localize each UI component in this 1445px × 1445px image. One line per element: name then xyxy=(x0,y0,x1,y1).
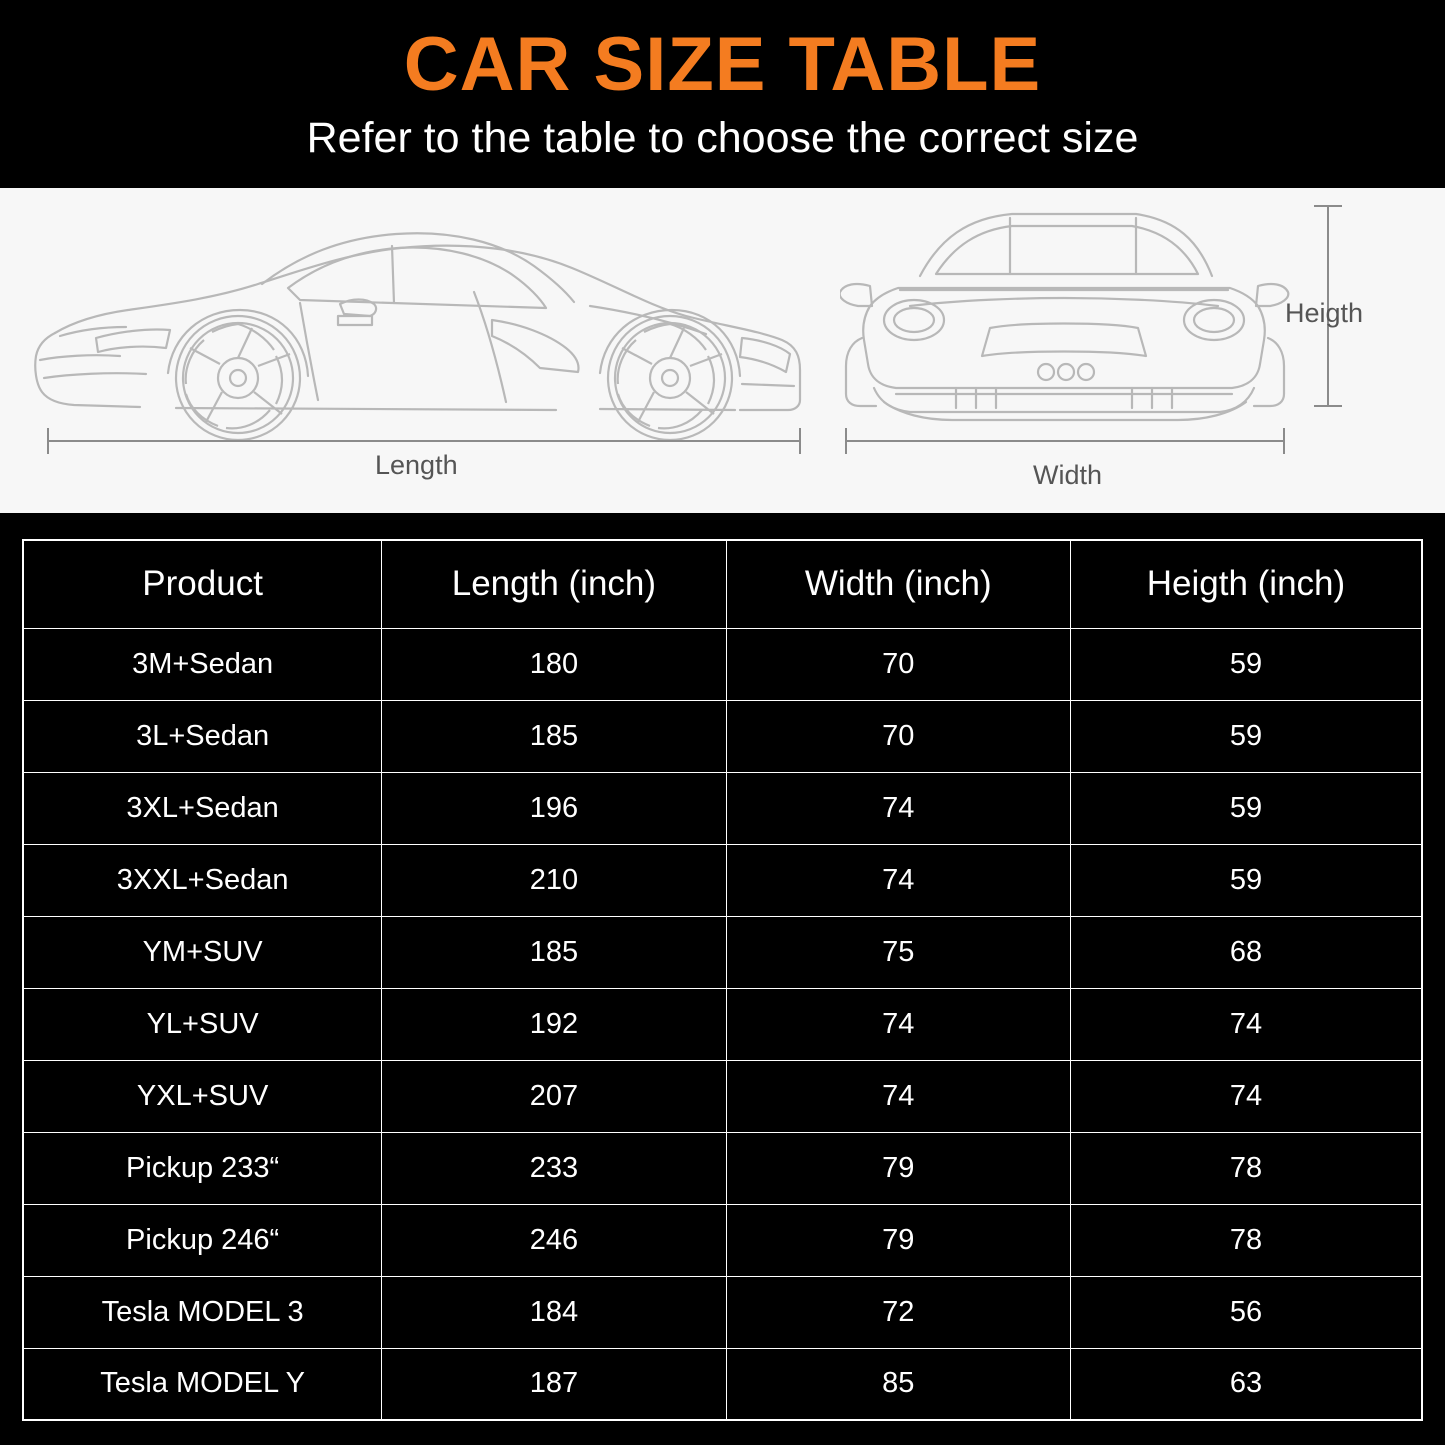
cell-length: 246 xyxy=(382,1204,726,1276)
table-body xyxy=(23,628,1422,1420)
cell-length: 185 xyxy=(382,916,726,988)
cell-heigth: 59 xyxy=(1070,628,1422,700)
table-row xyxy=(23,700,1422,772)
table-row xyxy=(23,1060,1422,1132)
height-dimension-label: Heigth xyxy=(1285,298,1364,328)
cell-length: 185 xyxy=(382,700,726,772)
cell-heigth: 56 xyxy=(1070,1276,1422,1348)
illustration-band xyxy=(0,188,1445,513)
cell-product: 3L+Sedan xyxy=(23,700,382,772)
column-header-heigth: Heigth (inch) xyxy=(1070,540,1422,628)
cell-heigth: 78 xyxy=(1070,1132,1422,1204)
cell-product: 3XXL+Sedan xyxy=(23,844,382,916)
column-header-width: Width (inch) xyxy=(726,540,1070,628)
cell-length: 196 xyxy=(382,772,726,844)
table-row xyxy=(23,844,1422,916)
cell-width: 79 xyxy=(726,1204,1070,1276)
cell-length: 210 xyxy=(382,844,726,916)
column-header-product: Product xyxy=(23,540,382,628)
table-row xyxy=(23,1348,1422,1420)
cell-length: 207 xyxy=(382,1060,726,1132)
size-table-container xyxy=(0,513,1445,1445)
length-dimension-label: Length xyxy=(375,450,458,480)
cell-product: Tesla MODEL Y xyxy=(23,1348,382,1420)
table-row xyxy=(23,916,1422,988)
cell-product: Tesla MODEL 3 xyxy=(23,1276,382,1348)
cell-width: 70 xyxy=(726,700,1070,772)
side-view-panel xyxy=(0,188,840,513)
cell-heigth: 74 xyxy=(1070,988,1422,1060)
cell-heigth: 59 xyxy=(1070,700,1422,772)
table-row xyxy=(23,772,1422,844)
column-header-length: Length (inch) xyxy=(382,540,726,628)
table-row xyxy=(23,1132,1422,1204)
cell-heigth: 78 xyxy=(1070,1204,1422,1276)
cell-heigth: 74 xyxy=(1070,1060,1422,1132)
cell-product: 3M+Sedan xyxy=(23,628,382,700)
table-row xyxy=(23,1276,1422,1348)
cell-product: YL+SUV xyxy=(23,988,382,1060)
cell-length: 184 xyxy=(382,1276,726,1348)
cell-width: 72 xyxy=(726,1276,1070,1348)
cell-width: 79 xyxy=(726,1132,1070,1204)
cell-width: 75 xyxy=(726,916,1070,988)
cell-length: 187 xyxy=(382,1348,726,1420)
cell-product: Pickup 246“ xyxy=(23,1204,382,1276)
cell-product: YM+SUV xyxy=(23,916,382,988)
cell-heigth: 63 xyxy=(1070,1348,1422,1420)
cell-product: Pickup 233“ xyxy=(23,1132,382,1204)
cell-length: 192 xyxy=(382,988,726,1060)
cell-width: 74 xyxy=(726,844,1070,916)
width-dimension-label: Width xyxy=(1033,460,1103,490)
cell-heigth: 59 xyxy=(1070,772,1422,844)
cell-width: 74 xyxy=(726,772,1070,844)
cell-product: 3XL+Sedan xyxy=(23,772,382,844)
header xyxy=(0,0,1445,188)
cell-length: 180 xyxy=(382,628,726,700)
cell-length: 233 xyxy=(382,1132,726,1204)
size-table xyxy=(22,539,1423,1421)
page-subtitle: Refer to the table to choose the correct size xyxy=(306,114,1139,162)
front-view-panel xyxy=(840,188,1445,513)
table-row xyxy=(23,1204,1422,1276)
cell-width: 74 xyxy=(726,988,1070,1060)
cell-heigth: 59 xyxy=(1070,844,1422,916)
cell-width: 74 xyxy=(726,1060,1070,1132)
table-header-row xyxy=(23,540,1422,628)
cell-product: YXL+SUV xyxy=(23,1060,382,1132)
cell-heigth: 68 xyxy=(1070,916,1422,988)
cell-width: 85 xyxy=(726,1348,1070,1420)
table-row xyxy=(23,988,1422,1060)
car-front-outline-icon xyxy=(840,188,1445,513)
table-row xyxy=(23,628,1422,700)
page-title: CAR SIZE TABLE xyxy=(403,22,1042,107)
cell-width: 70 xyxy=(726,628,1070,700)
